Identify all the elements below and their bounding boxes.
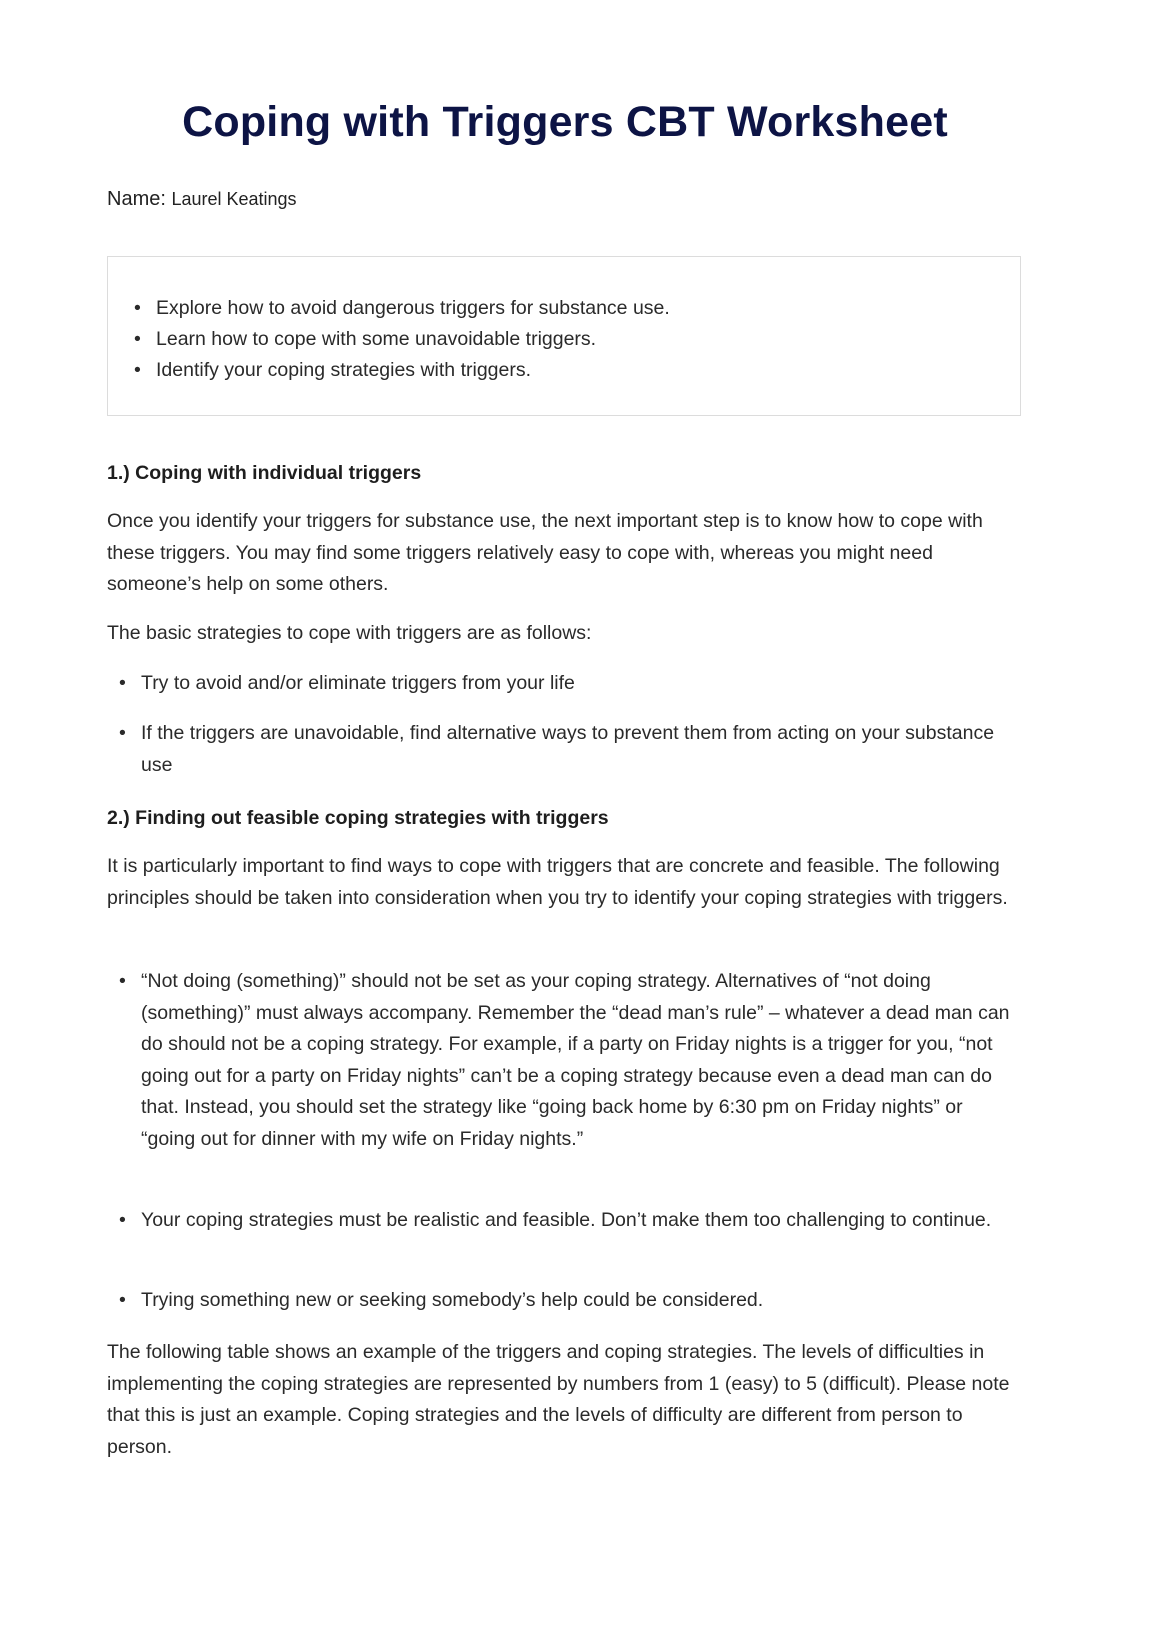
bullet-item: • “Not doing (something)” should not be set as your coping strategy. Alternatives of “not doing (something)” must always accompany. Remember the “dead man’s rule” – whatever a dead man can do should not be a coping strategy. For example, if a party on Friday nights is a trigger for you, “not going out for a party on Friday nights” can’t be a coping strategy because even a dead man can do that. Instead, you should set the strategy like “going back home by 6:30 pm on Friday nights” or “going out for dinner with my wife on Friday nights.”: [141, 966, 1016, 1155]
section1-paragraph: Once you identify your triggers for substance use, the next important step is to know how to cope with these triggers. You may find some triggers relatively easy to cope with, whereas you might need someone’s help on some others.: [107, 510, 983, 595]
bullet-item: • Your coping strategies must be realistic and feasible. Don’t make them too challenging to continue.: [141, 1205, 1011, 1237]
bullet-item: • Try to avoid and/or eliminate triggers from your life: [141, 668, 1021, 700]
name-value: Laurel Keatings: [171, 189, 297, 209]
section1-heading: 1.) Coping with individual triggers: [107, 462, 422, 484]
objective-item: • Learn how to cope with some unavoidable triggers.: [156, 324, 670, 355]
section2-bullets: [141, 966, 1016, 1155]
section1-paragraph: The basic strategies to cope with triggers are as follows:: [107, 622, 592, 644]
objectives-box: [107, 256, 1021, 416]
objective-item: • Explore how to avoid dangerous triggers for substance use.: [156, 293, 670, 324]
section2-heading: 2.) Finding out feasible coping strategies with triggers: [107, 807, 609, 829]
bullet-item: • Trying something new or seeking somebody’s help could be considered.: [141, 1285, 1021, 1317]
objective-item: • Identify your coping strategies with triggers.: [156, 355, 670, 386]
bullet-item: • If the triggers are unavoidable, find alternative ways to prevent them from acting on your substance use: [141, 718, 1001, 781]
section1-bullets: [141, 718, 1001, 781]
section2-paragraph: The following table shows an example of the triggers and coping strategies. The levels of difficulties in implementing the coping strategies are represented by numbers from 1 (easy) to 5 (difficult). Please note that this is just an example. Coping strategies and the levels of difficulty are different from person to person.: [107, 1341, 1010, 1458]
section2-paragraph: It is particularly important to find ways to cope with triggers that are concrete and feasible. The following principles should be taken into consideration when you try to identify your coping strategies with triggers.: [107, 855, 1008, 909]
name-field: [107, 188, 297, 211]
section1-bullets: [141, 668, 1021, 700]
section2-bullets: [141, 1285, 1021, 1317]
name-label: Name:: [107, 188, 166, 210]
page-title: Coping with Triggers CBT Worksheet: [182, 98, 948, 146]
section2-bullets: [141, 1205, 1011, 1237]
